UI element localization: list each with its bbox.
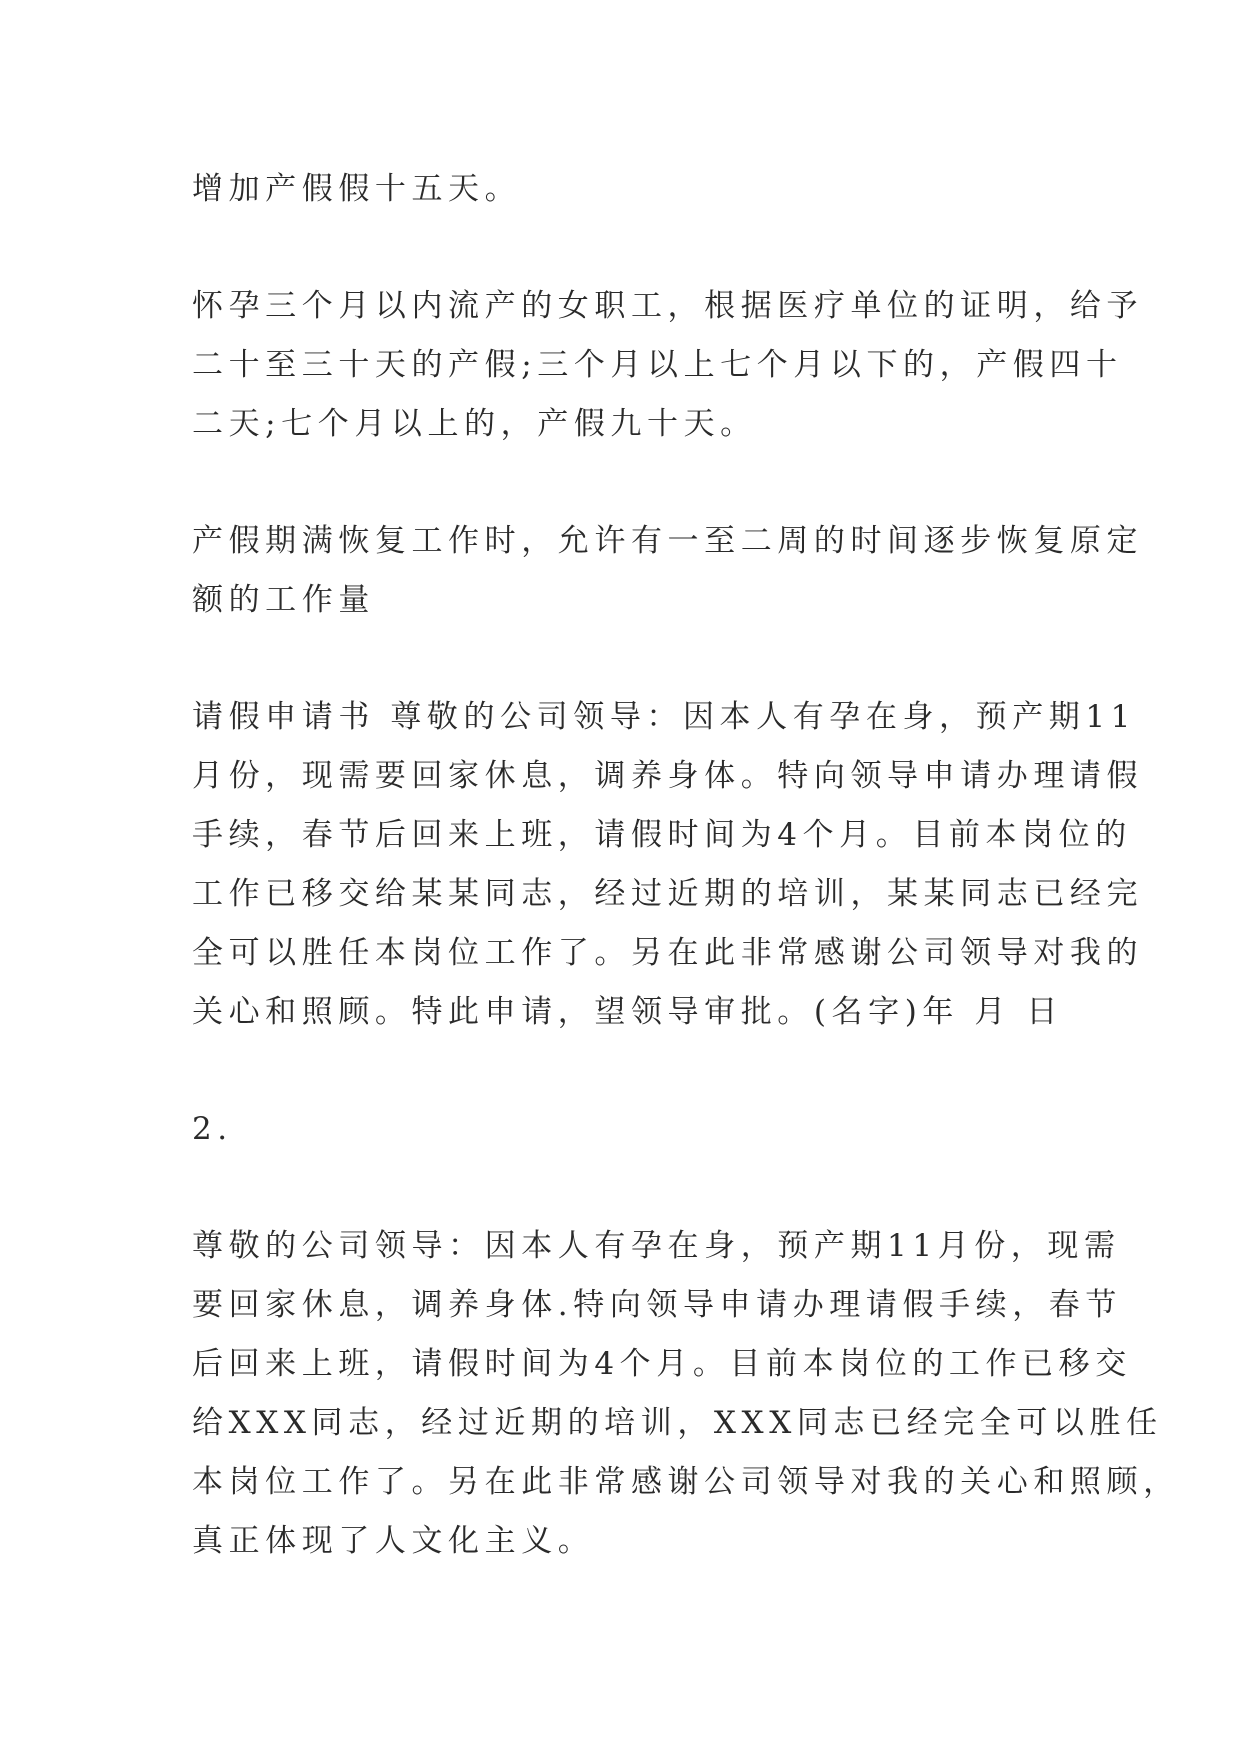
text-line: 手续，春节后回来上班，请假时间为4个月。目前本岗位的 (192, 817, 1132, 853)
paragraph-maternity-extra (192, 160, 1064, 219)
text-line: 产假期满恢复工作时，允许有一至二周的时间逐步恢复原定 (192, 523, 1144, 559)
paragraph-leave-application-2 (192, 1217, 1180, 1571)
text-line: 怀孕三个月以内流产的女职工，根据医疗单位的证明，给予 (192, 288, 1144, 324)
text-line: 关心和照顾。特此申请，望领导审批。(名字)年 月 日 (192, 994, 1063, 1030)
section-number (192, 1100, 1064, 1159)
text-line: 真正体现了人文化主义。 (192, 1523, 595, 1559)
text-line: 要回家休息，调养身体.特向领导申请办理请假手续，春节 (192, 1287, 1122, 1323)
text-line: 二十至三十天的产假;三个月以上七个月以下的，产假四十 (192, 347, 1123, 383)
text-line: 工作已移交给某某同志，经过近期的培训，某某同志已经完 (192, 876, 1144, 912)
paragraph-leave-application-1 (192, 688, 1144, 1042)
text-line: 本岗位工作了。另在此非常感谢公司领导对我的关心和照顾， (192, 1464, 1180, 1500)
paragraph-miscarriage-leave (192, 277, 1144, 454)
text-line: 增加产假假十五天。 (192, 171, 522, 207)
text-line: 请假申请书 尊敬的公司领导：因本人有孕在身，预产期11 (192, 699, 1136, 735)
text-line: 额的工作量 (192, 582, 375, 618)
text-line: 给XXX同志，经过近期的培训，XXX同志已经完全可以胜任 (192, 1405, 1163, 1441)
text-line: 2. (192, 1111, 233, 1147)
text-line: 尊敬的公司领导：因本人有孕在身，预产期11月份，现需 (192, 1228, 1121, 1264)
text-line: 二天;七个月以上的，产假九十天。 (192, 406, 757, 442)
text-line: 全可以胜任本岗位工作了。另在此非常感谢公司领导对我的 (192, 935, 1144, 971)
text-line: 后回来上班，请假时间为4个月。目前本岗位的工作已移交 (192, 1346, 1132, 1382)
paragraph-return-to-work (192, 512, 1144, 630)
document-body (192, 160, 1180, 1571)
text-line: 月份，现需要回家休息，调养身体。特向领导申请办理请假 (192, 758, 1144, 794)
